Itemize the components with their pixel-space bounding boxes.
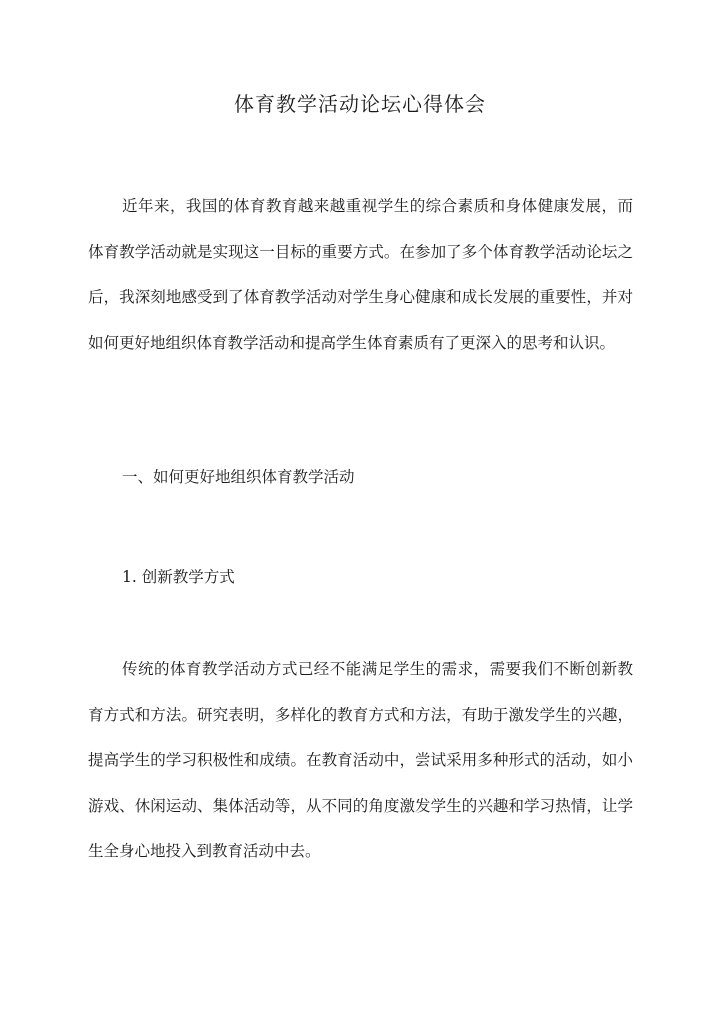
document-title: 体育教学活动论坛心得体会 — [234, 92, 486, 116]
section-heading: 一、如何更好地组织体育教学活动 — [122, 468, 355, 486]
subsection-heading: 1. 创新教学方式 — [122, 568, 235, 586]
paragraph-innovation: 传统的体育教学活动方式已经不能满足学生的需求，需要我们不断创新教育方式和方法。研究表明，多样化的教育方式和方法，有助于激发学生的兴趣，提高学生的学习积极性和成绩。在教育活动中，尝试采用多种形式的活动，如小游戏、休闲运动、集体活动等，从不同的角度激发学生的兴趣和学习热情，让学生全身心地投入到教育活动中去。 — [88, 660, 633, 860]
paragraph-intro: 近年来，我国的体育教育越来越重视学生的综合素质和身体健康发展，而体育教学活动就是实现这一目标的重要方式。在参加了多个体育教学活动论坛之后，我深刻地感受到了体育教学活动对学生身心健康和成长发展的重要性，并对如何更好地组织体育教学活动和提高学生体育素质有了更深入的思考和认识。 — [88, 197, 633, 352]
